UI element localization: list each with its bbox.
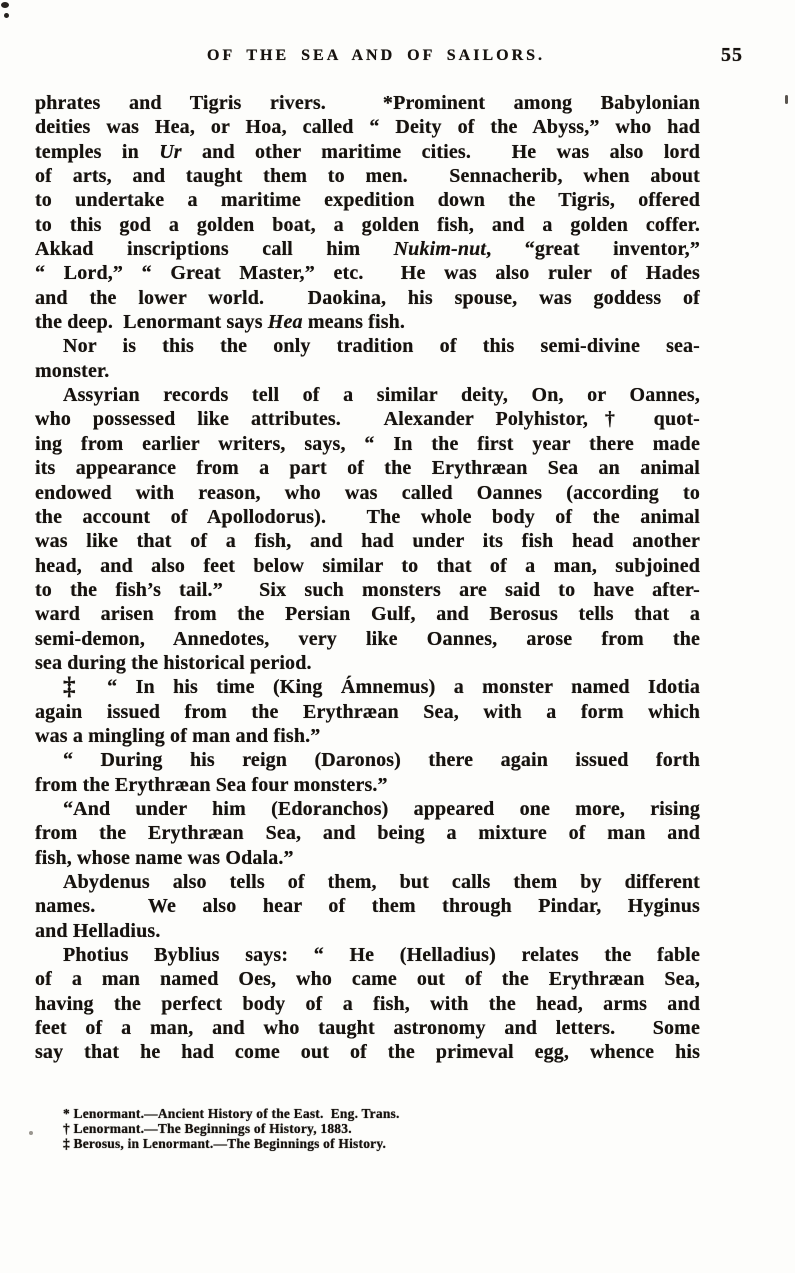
text-line: was a mingling of man and fish.”: [35, 724, 321, 747]
text-line: endowed with reason, who was called Oannes (according to: [35, 481, 700, 504]
text-line: ward arisen from the Persian Gulf, and Berosus tells that a: [35, 603, 700, 626]
text-line: Nor is this the only tradition of this semi-divine sea-: [63, 335, 700, 358]
text-line: “ During his reign (Daronos) there again issued forth: [63, 749, 700, 772]
text-line: fish, whose name was Odala.”: [35, 846, 294, 869]
text-line: ‡ “ In his time (King Ámnemus) a monster named Idotia: [63, 673, 700, 701]
text-line: to the fish’s tail.” Six such monsters are said to have after-: [35, 578, 700, 601]
text-line: Akkad inscriptions call him Nukim-nut, “great inventor,”: [35, 238, 700, 261]
text-line: temples in Ur and other maritime cities. He was also lord: [35, 140, 700, 163]
text-line: Assyrian records tell of a similar deity, On, or Oannes,: [63, 384, 700, 407]
double-dagger-footnote-mark: ‡: [63, 673, 89, 701]
footnotes: [63, 1106, 703, 1150]
footnote: † Lenormant.—The Beginnings of History, 1883.: [63, 1120, 352, 1136]
text-line: head, and also feet below similar to that of a man, subjoined: [35, 554, 700, 577]
text-line: who possessed like attributes. Alexander Polyhistor,† quot-: [35, 408, 700, 431]
text-line: the deep. Lenormant says Hea means fish.: [35, 311, 406, 334]
text-line: semi-demon, Annedotes, very like Oannes, arose from the: [35, 627, 700, 650]
text-line: to this god a golden boat, a golden fish, and a golden coffer.: [35, 213, 700, 236]
text-line: Photius Byblius says: “ He (Helladius) relates the fable: [63, 944, 700, 967]
text-line: was like that of a fish, and had under its fish head another: [35, 530, 700, 553]
page-number: 55: [721, 44, 743, 66]
text-line: Abydenus also tells of them, but calls them by different: [63, 871, 700, 893]
text-line: “And under him (Edoranchos) appeared one more, rising: [63, 797, 700, 820]
text-line: ing from earlier writers, says, “ In the first year there made: [35, 432, 700, 455]
text-line: and the lower world. Daokina, his spouse, was goddess of: [35, 286, 700, 309]
text-line: say that he had come out of the primeval egg, whence his: [35, 1041, 700, 1064]
text-line: the account of Apollodorus). The whole body of the animal: [35, 505, 700, 528]
text-line: having the perfect body of a fish, with the head, arms and: [35, 992, 700, 1015]
text-line: deities was Hea, or Hoa, called “ Deity of the Abyss,” who had: [35, 116, 700, 139]
text-line: phrates and Tigris rivers. *Prominent among Babylonian: [35, 92, 700, 114]
text-line: feet of a man, and who taught astronomy and letters. Some: [35, 1017, 700, 1040]
text-line: of a man named Oes, who came out of the Erythræan Sea,: [35, 968, 700, 991]
text-line: and Helladius.: [35, 919, 161, 942]
scan-speck: [785, 95, 788, 104]
text-line: to undertake a maritime expedition down the Tigris, offered: [35, 189, 700, 212]
scan-speck: [1, 2, 9, 8]
scan-speck: [29, 1131, 33, 1135]
text-line: from the Erythræan Sea, and being a mixture of man and: [35, 822, 700, 845]
text-line: names. We also hear of them through Pindar, Hyginus: [35, 895, 700, 918]
text-line: again issued from the Erythræan Sea, with a form which: [35, 700, 700, 723]
page-header-title: OF THE SEA AND OF SAILORS.: [207, 47, 546, 64]
running-header: [0, 44, 795, 69]
text-line: from the Erythræan Sea four monsters.”: [35, 773, 388, 796]
text-line: monster.: [35, 359, 110, 382]
text-line: its appearance from a part of the Erythræan Sea an animal: [35, 457, 700, 480]
footnote: * Lenormant.—Ancient History of the East. Eng. Trans.: [63, 1106, 400, 1121]
page-body: [35, 92, 700, 1066]
text-line: “ Lord,” “ Great Master,” etc. He was also ruler of Hades: [35, 262, 700, 285]
text-line: sea during the historical period.: [35, 651, 312, 674]
scan-speck: [4, 13, 9, 18]
footnote: ‡ Berosus, in Lenormant.—The Beginnings of History.: [63, 1135, 387, 1151]
text-line: of arts, and taught them to men. Sennacherib, when about: [35, 165, 700, 188]
